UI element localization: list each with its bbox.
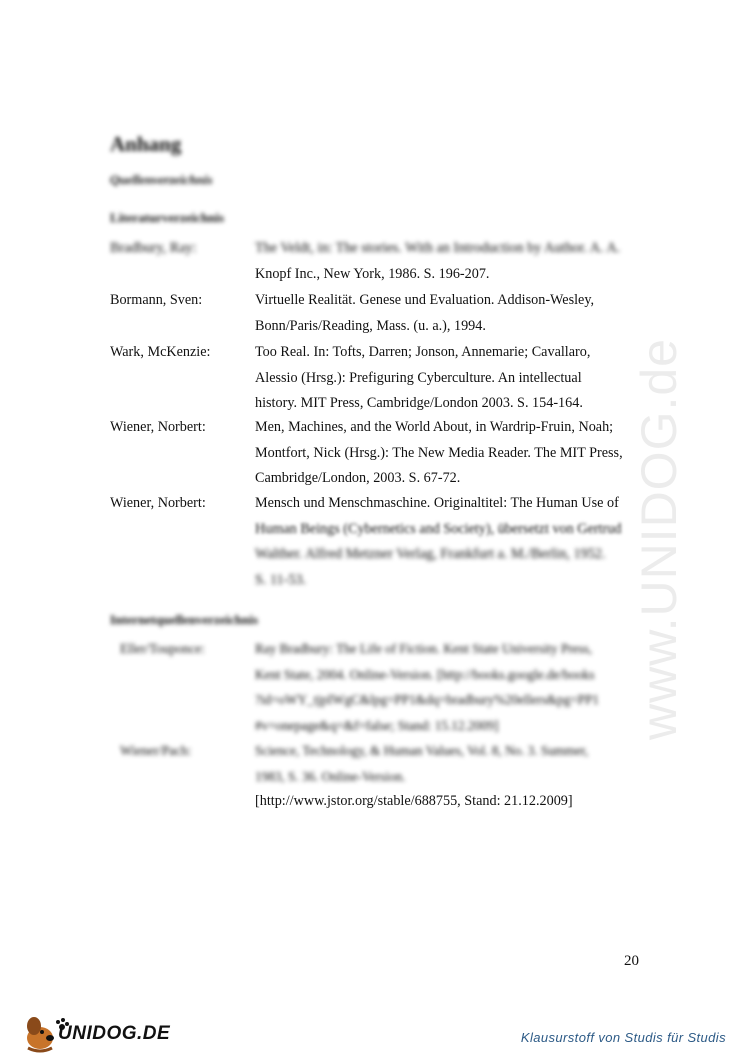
- entry-author: Wiener, Norbert:: [110, 495, 206, 511]
- reference-line: Human Beings (Cybernetics and Society), übersetzt von Gertrud: [255, 520, 622, 537]
- entry-author: Wiener/Pach:: [120, 743, 192, 758]
- entry-author: Wiener, Norbert:: [110, 419, 206, 435]
- reference-line: Knopf Inc., New York, 1986. S. 196-207.: [255, 265, 490, 282]
- page-number: 20: [624, 953, 639, 969]
- literature-heading: Literaturverzeichnis: [110, 210, 225, 225]
- internet-entry: [110, 636, 640, 738]
- entry-reference: [255, 491, 640, 593]
- internet-sources-heading: Internetquellenverzeichnis: [110, 612, 259, 627]
- literature-entry: [110, 340, 640, 417]
- reference-line: Alessio (Hrsg.): Prefiguring Cyberculture. An intellectual: [255, 369, 582, 386]
- reference-line: Bonn/Paris/Reading, Mass. (u. a.), 1994.: [255, 317, 486, 334]
- reference-line: S. 11-53.: [255, 571, 307, 588]
- reference-line: The Veldt, in: The stories. With an Introduction by Author. A. A.: [255, 240, 621, 256]
- watermark: www.UNIDOG.de: [631, 338, 687, 740]
- reference-line: ?id=oWY_tjpIWgC&lpg=PP1&dq=bradbury%20ellers&pg=PP1: [255, 692, 600, 707]
- entry-author: Bradbury, Ray:: [110, 240, 197, 256]
- literature-entry: [110, 236, 640, 287]
- reference-line: Kent State, 2004. Online-Version. [http://books.google.de/books: [255, 666, 595, 682]
- reference-line: Montfort, Nick (Hrsg.): The New Media Reader. The MIT Press,: [255, 444, 623, 461]
- internet-entry: [110, 738, 640, 815]
- appendix-heading: Anhang: [110, 132, 182, 156]
- reference-line: [http://www.jstor.org/stable/688755, Stand: 21.12.2009]: [255, 793, 573, 809]
- reference-line: history. MIT Press, Cambridge/London 2003. S. 154-164.: [255, 395, 583, 411]
- literature-entry: [110, 288, 640, 339]
- literature-entry: [110, 491, 640, 593]
- reference-line: #v=onepage&q=&f=false; Stand: 15.12.2009]: [255, 717, 499, 733]
- entry-author: Wark, McKenzie:: [110, 344, 211, 360]
- entry-author: Eller/Touponce:: [120, 641, 205, 656]
- entry-reference: [255, 636, 640, 738]
- reference-line: Walther. Alfred Metzner Verlag, Frankfurt a. M./Berlin, 1952.: [255, 546, 606, 562]
- entry-reference: [255, 415, 640, 492]
- entry-reference: [255, 288, 640, 339]
- logo-text: UNIDOG.DE: [58, 1023, 171, 1044]
- entry-reference: [255, 738, 640, 815]
- reference-line: Virtuelle Realität. Genese und Evaluation. Addison-Wesley,: [255, 292, 595, 308]
- entry-author: Bormann, Sven:: [110, 292, 203, 308]
- entry-reference: [255, 340, 640, 417]
- reference-line: Mensch und Menschmaschine. Originaltitel: The Human Use of: [255, 495, 619, 511]
- reference-line: Science, Technology, & Human Values, Vol. 8, No. 3. Summer,: [255, 743, 589, 758]
- footer-slogan: Klausurstoff von Studis für Studis: [520, 1030, 726, 1045]
- sources-subheading: Quellenverzeichnis: [110, 172, 213, 187]
- reference-line: 1983, S. 36. Online-Version.: [255, 768, 406, 784]
- reference-line: Too Real. In: Tofts, Darren; Jonson, Annemarie; Cavallaro,: [255, 344, 591, 360]
- entry-reference: [255, 236, 640, 287]
- reference-line: Ray Bradbury: The Life of Fiction. Kent State University Press,: [255, 641, 593, 656]
- literature-entry: [110, 415, 640, 492]
- reference-line: Cambridge/London, 2003. S. 67-72.: [255, 470, 461, 486]
- reference-line: Men, Machines, and the World About, in Wardrip-Fruin, Noah;: [255, 419, 614, 435]
